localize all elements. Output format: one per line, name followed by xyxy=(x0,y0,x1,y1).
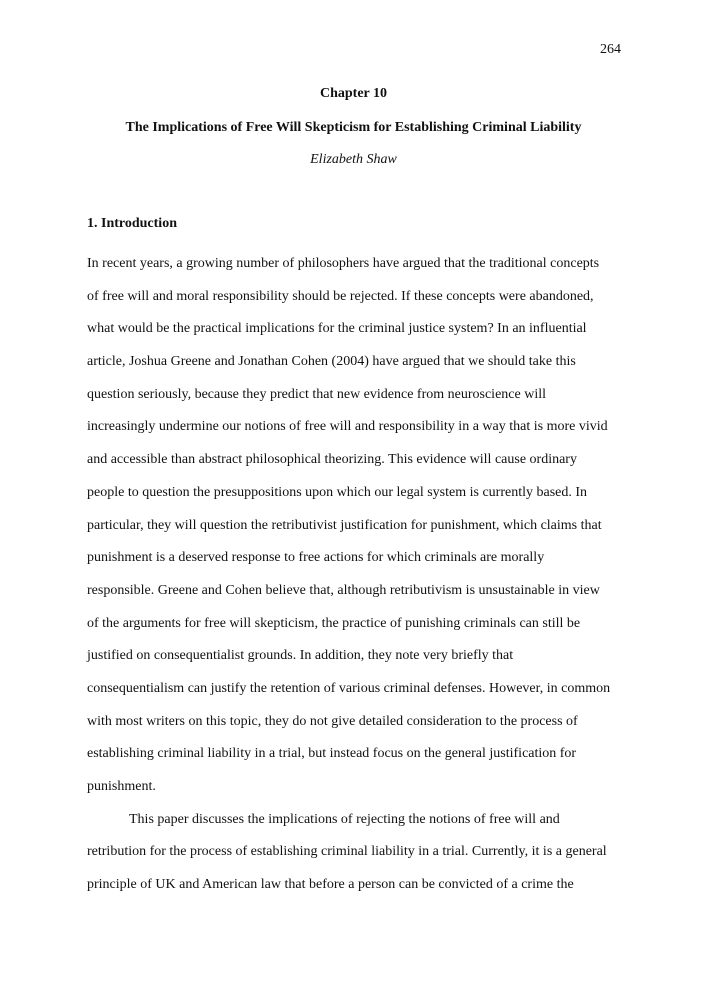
text-line: principle of UK and American law that before a person can be convicted of a crime the xyxy=(87,877,574,893)
text-line: of free will and moral responsibility should be rejected. If these concepts were abandoned, xyxy=(87,288,594,304)
text-line: and accessible than abstract philosophical theorizing. This evidence will cause ordinary xyxy=(87,452,577,468)
text-line: what would be the practical implications for the criminal justice system? In an influential xyxy=(87,321,587,337)
text-line: punishment is a deserved response to free actions for which criminals are morally xyxy=(87,550,545,566)
text-line: consequentialism can justify the retention of various criminal defenses. However, in common xyxy=(87,680,611,696)
text-line: responsible. Greene and Cohen believe that, although retributivism is unsustainable in view xyxy=(87,582,600,598)
page-number: 264 xyxy=(600,42,621,57)
text-line: question seriously, because they predict that new evidence from neuroscience will xyxy=(87,386,546,402)
chapter-label: Chapter 10 xyxy=(319,86,388,101)
text-line: people to question the presuppositions upon which our legal system is currently based. In xyxy=(87,484,588,500)
text-line: particular, they will question the retributivist justification for punishment, which claims that xyxy=(87,517,602,533)
section-heading: 1. Introduction xyxy=(87,216,177,231)
paragraph-2 xyxy=(87,804,627,902)
text-line: article, Joshua Greene and Jonathan Cohen (2004) have argued that we should take this xyxy=(87,354,576,370)
text-line: increasingly undermine our notions of free will and responsibility in a way that is more vivid xyxy=(87,419,608,435)
chapter-title: The Implications of Free Will Skepticism for Establishing Criminal Liability xyxy=(125,120,582,135)
text-line: justified on consequentialist grounds. In addition, they note very briefly that xyxy=(87,648,514,664)
paragraph-1 xyxy=(87,248,627,804)
text-line: This paper discusses the implications of rejecting the notions of free will and xyxy=(129,811,560,827)
author-name: Elizabeth Shaw xyxy=(310,152,397,167)
text-line: punishment. xyxy=(87,779,156,794)
text-line: of the arguments for free will skepticism, the practice of punishing criminals can still be xyxy=(87,615,581,631)
text-line: establishing criminal liability in a trial, but instead focus on the general justification for xyxy=(87,746,577,762)
text-line: retribution for the process of establishing criminal liability in a trial. Currently, it is a general xyxy=(87,844,607,860)
text-line: In recent years, a growing number of philosophers have argued that the traditional concepts xyxy=(87,256,600,271)
body-text xyxy=(87,248,627,902)
text-line: with most writers on this topic, they do not give detailed consideration to the process of xyxy=(87,713,578,729)
